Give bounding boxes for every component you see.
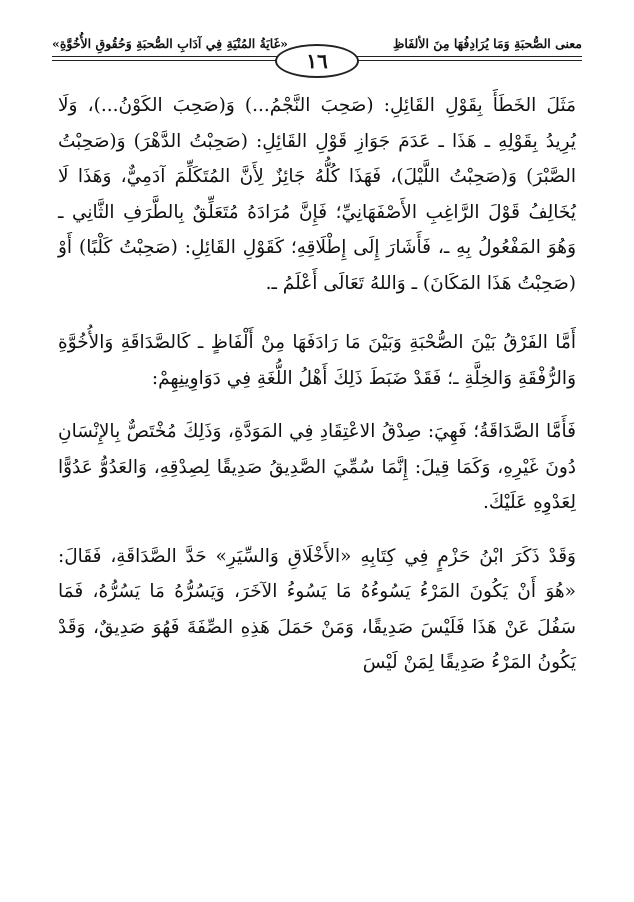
- paragraph-3: فَأَمَّا الصَّدَاقَةُ؛ فَهِيَ: صِدْقُ الاعْتِقَادِ فِي المَوَدَّةِ، وَذَلِكَ مُخْتَصٌّ بِالإِنْسَانِ دُونَ غَيْرِهِ، وَكَمَا قِيلَ: إِنَّمَا سُمِّيَ الصَّدِيقُ صَدِيقًا لِصِدْقِهِ، وَالعَدُوُّ عَدُوًّا لِعَدْوِهِ عَلَيْكَ.: [58, 421, 576, 513]
- header-book-title: «غَايَةُ المُنْيَةِ فِي آدَابِ الصُّحبَةِ وَحُقُوقِ الأُخُوَّةِ»: [52, 35, 288, 51]
- page-number: ١٦: [306, 49, 328, 73]
- page-number-badge: [275, 44, 359, 78]
- paragraph-1: مَثَلَ الخَطَأَ بِقَوْلِ القَائِلِ: (صَحِبَ النَّجْمُ...) وَ(صَحِبَ الكَوْنُ...)، وَلَا يُرِيدُ بِقَوْلِهِ ـ هَذَا ـ عَدَمَ جَوَازِ قَوْلِ القَائِلِ: (صَحِبْتُ الدَّهْرَ) وَ(صَحِبْتُ الصَّبْرَ) وَ(صَحِبْتُ اللَّيْلَ)، فَهَذَا كُلُّهُ جَائِزٌ لِأَنَّ المُتَكَلِّمَ آدَمِيٌّ، وَهَذَا لَا يُخَالِفُ قَوْلَ الرَّاغِبِ الأَصْفَهَانِيِّ؛ فَإِنَّ مُرَادَهُ مُتَعَلِّقٌ بِالطَّرَفِ الثَّانِي ـ وَهُوَ المَفْعُولُ بِهِ ـ، فَأَشَارَ إِلَى إِطْلَاقِهِ؛ كَقَوْلِ القَائِلِ: (صَحِبْتُ كَلْبًا) أَوْ (صَحِبْتُ هَذَا المَكَانَ) ـ وَاللهُ تَعَالَى أَعْلَمُ ـ.: [58, 95, 576, 294]
- page-body: [58, 88, 576, 699]
- paragraph-4: وَقَدْ ذَكَرَ ابْنُ حَزْمٍ فِي كِتَابِهِ «الأَخْلَاقِ وَالسِّيَرِ» حَدَّ الصَّدَاقَةِ، فَقَالَ: «هُوَ أَنْ يَكُونَ المَرْءُ يَسُوءُهُ مَا يَسُوءُ الآخَرَ، وَيَسُرُّهُ مَا يَسُرُّهُ، فَمَا سَفُلَ عَنْ هَذَا فَلَيْسَ صَدِيقًا، وَمَنْ حَمَلَ هَذِهِ الصِّفَةَ فَهُوَ صَدِيقٌ، وَقَدْ يَكُونُ المَرْءُ صَدِيقًا لِمَنْ لَيْسَ: [58, 545, 576, 673]
- header-chapter-title: معنى الصُّحبَةِ وَمَا يُرَادِفُهَا مِنَ الألفَاظِ: [392, 35, 582, 51]
- paragraph-2: أَمَّا الفَرْقُ بَيْنَ الصُّحْبَةِ وَبَيْنَ مَا رَادَفَهَا مِنْ أَلْفَاظٍ ـ كَالصَّدَاقَةِ وَالأُخُوَّةِ وَالرُّفْقَةِ وَالخِلَّةِ ـ؛ فَقَدْ ضَبَطَ ذَلِكَ أَهْلُ اللُّغَةِ فِي دَوَاوِينِهِمْ:: [58, 332, 576, 389]
